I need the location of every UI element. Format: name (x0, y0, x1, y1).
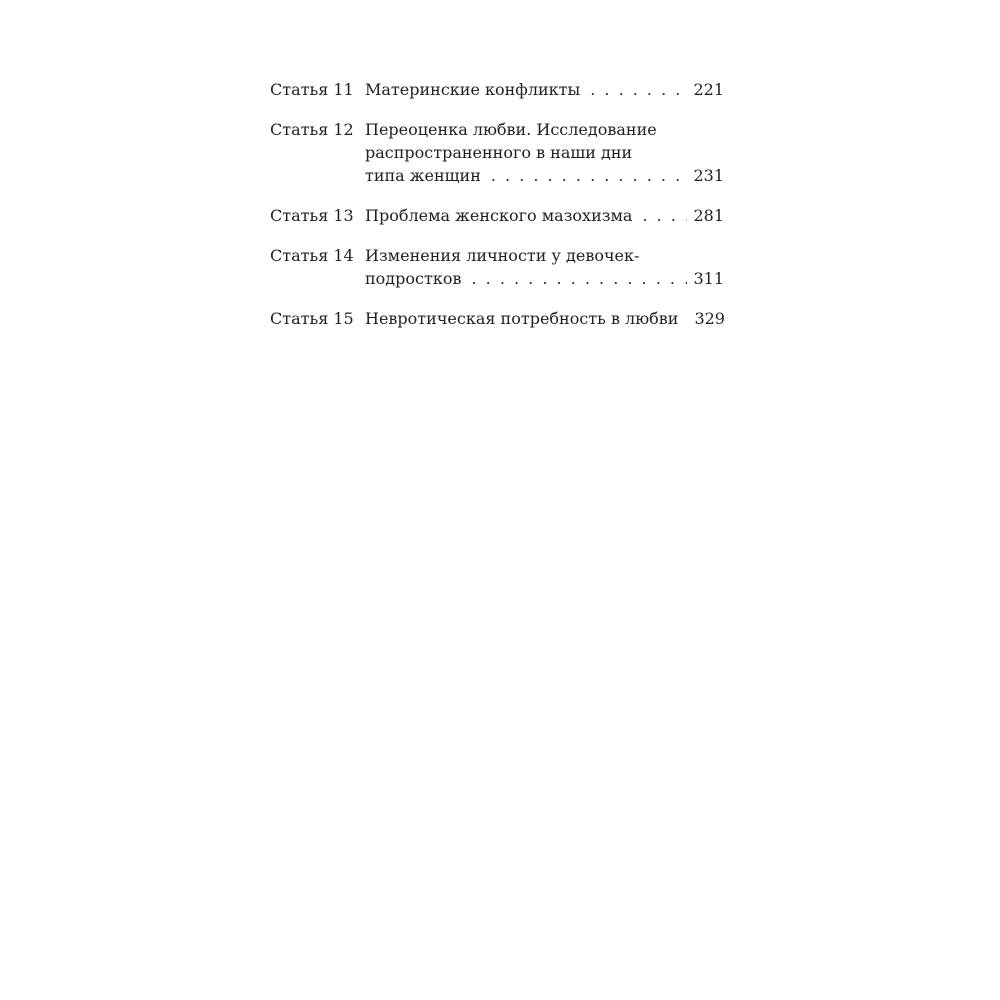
page-number: 329 (694, 309, 725, 328)
entry-title-text: типа женщин (365, 166, 481, 185)
page-number: 311 (693, 269, 724, 288)
entry-final-line (365, 164, 724, 187)
entry-title (365, 244, 724, 290)
toc-entry[interactable] (270, 78, 724, 101)
entry-final-line (365, 267, 724, 290)
article-label: Статья 13 (270, 206, 354, 225)
entry-title-line: Изменения личности у девочек- (365, 246, 640, 265)
entry-title-line: распространенного в наши дни (365, 143, 633, 162)
entry-title-text: Проблема женского мазохизма (365, 206, 633, 225)
table-of-contents (270, 78, 724, 347)
dot-leader (590, 78, 687, 101)
toc-entry[interactable] (270, 118, 724, 187)
toc-entry[interactable] (270, 307, 724, 330)
entry-title (365, 78, 724, 101)
article-label: Статья 12 (270, 120, 354, 139)
page-number: 231 (693, 166, 724, 185)
entry-final-line (365, 307, 724, 330)
page-number: 281 (693, 206, 724, 225)
entry-title-text: Материнские конфликты (365, 80, 581, 99)
article-label: Статья 15 (270, 309, 354, 328)
entry-title-text: подростков (365, 269, 462, 288)
entry-final-line (365, 204, 724, 227)
article-label: Статья 11 (270, 80, 354, 99)
article-label: Статья 14 (270, 246, 354, 265)
entry-title (365, 118, 724, 187)
dot-leader (642, 204, 687, 227)
toc-entry[interactable] (270, 204, 724, 227)
dot-leader (471, 267, 687, 290)
dot-leader (491, 164, 688, 187)
page-number: 221 (693, 80, 724, 99)
entry-title (365, 204, 724, 227)
entry-title-line: Переоценка любви. Исследование (365, 120, 657, 139)
entry-title-text: Невротическая потребность в любви (365, 309, 679, 328)
entry-title (365, 307, 724, 330)
entry-final-line (365, 78, 724, 101)
toc-entry[interactable] (270, 244, 724, 290)
